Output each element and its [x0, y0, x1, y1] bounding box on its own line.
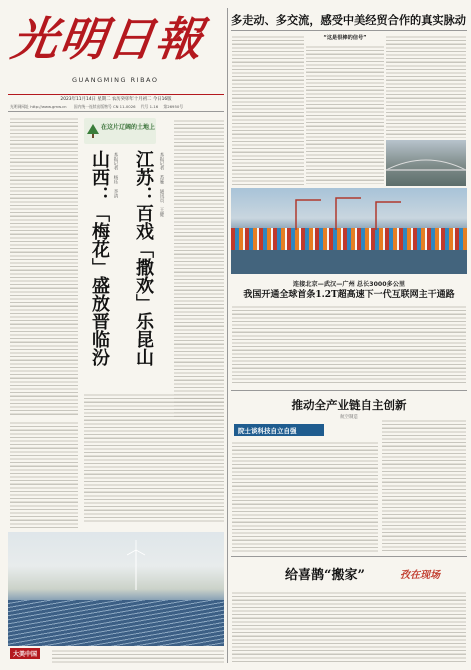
shanxi-headline: 山西：「梅花」盛放晋临汾 — [89, 150, 110, 366]
sea-water — [231, 250, 467, 274]
body-text-col-4 — [10, 420, 78, 530]
bridge-photo — [386, 140, 466, 186]
magpie-body — [232, 590, 466, 664]
railway-subhead: 连接北京—武汉—广州 总长3000多公里 — [292, 281, 406, 288]
body-text-top-right — [386, 34, 466, 138]
banner-title: 多走动、多交流，感受中美经贸合作的真实脉动 — [231, 13, 466, 27]
tree-icon — [87, 123, 99, 137]
article-shanxi — [82, 150, 122, 390]
publication-info — [10, 104, 222, 110]
industry-banner — [234, 424, 324, 436]
article-jiangsu — [126, 150, 176, 390]
magpie-tag-label: 孜在现场 — [400, 570, 440, 581]
industry-body-left — [232, 440, 378, 552]
date-line: 2023年11月14日 星期二 农历癸卯年十月初二 今日16版 — [60, 97, 172, 102]
sidebar-block — [306, 34, 384, 184]
port-photo — [231, 188, 467, 274]
crane-icon — [291, 196, 411, 234]
body-text-top-left — [232, 34, 304, 186]
railway-headline: 我国开通全球首条1.2T超高速下一代互联网主干通路 — [243, 290, 455, 300]
jiangsu-byline: 本报记者 苏雁 通讯员 王健 — [159, 152, 164, 217]
landscape-photo — [8, 532, 224, 646]
photo-caption — [52, 648, 224, 664]
dadi-tag: 大美中国 — [10, 648, 40, 659]
sidebar-tag: “这是很棒的信号” — [323, 35, 367, 41]
industry-note: 航空制造 — [340, 415, 358, 420]
magpie-tag — [398, 564, 462, 582]
wind-turbine-icon — [126, 540, 146, 594]
industry-banner-label: 院士谈科技自立自强 — [238, 427, 297, 435]
body-text-col-2 — [174, 118, 224, 418]
sidebar-text — [306, 44, 384, 184]
magpie-headline: 给喜鹊“搬家” — [285, 568, 365, 583]
site-url[interactable]: 光明网网址 http://www.gmw.cn — [10, 104, 67, 109]
cn-number: 国内统一连续出版物号 CN 11-0026 — [73, 104, 136, 109]
series-tag — [84, 118, 156, 144]
industry-body-right — [382, 418, 466, 552]
postal-code: 代号 1-16 — [140, 104, 159, 109]
series-tag-label: 在这片辽阔的土地上 — [101, 124, 156, 131]
industry-headline: 推动全产业链自主创新 — [291, 398, 407, 412]
jiangsu-headline: 江苏：百戏「撒欢」乐昆山 — [133, 150, 154, 366]
masthead-pinyin: GUANGMING RIBAO — [72, 76, 159, 84]
solar-panels — [8, 600, 224, 646]
body-text-col-1 — [10, 116, 78, 416]
issue-number: 第26950号 — [163, 104, 184, 109]
masthead-logo: 光明日報 — [8, 12, 208, 66]
body-text-col-3 — [84, 392, 224, 522]
shanxi-byline: 本报记者 杨珏 李清 — [113, 152, 118, 198]
railway-body — [232, 304, 466, 384]
